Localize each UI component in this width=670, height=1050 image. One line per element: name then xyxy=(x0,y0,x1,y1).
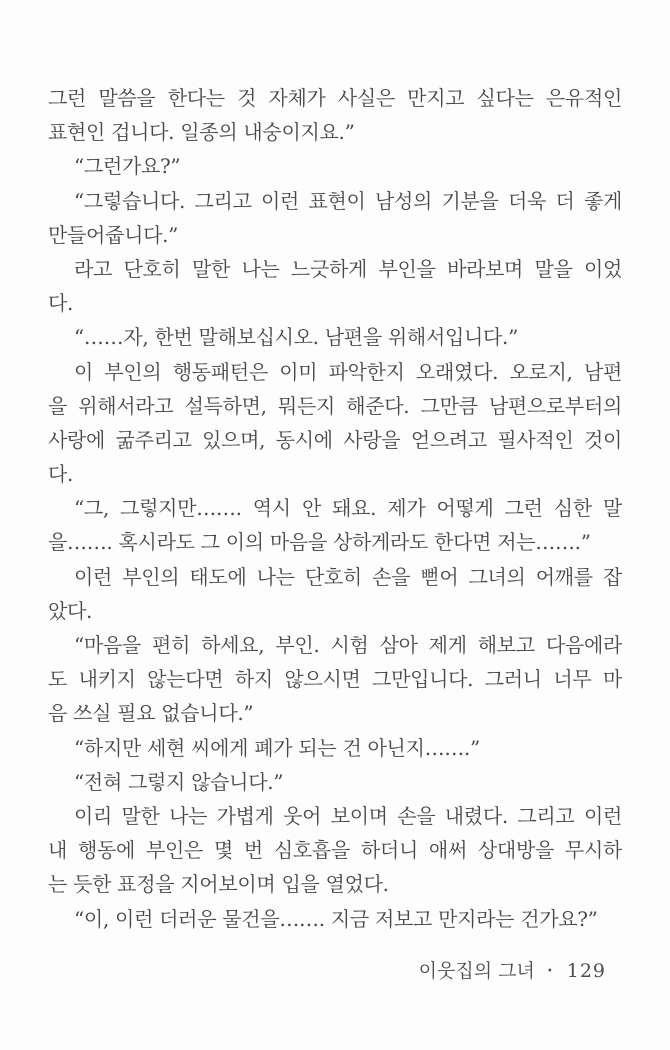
text-line: 을……. 혹시라도 그 이의 마음을 상하게라도 한다면 저는…….” xyxy=(48,530,591,555)
text-line: 표현인 겁니다. 일종의 내숭이지요.” xyxy=(48,120,355,145)
text-line: “……자, 한번 말해보십시오. 남편을 위해서입니다.” xyxy=(74,325,519,350)
text-line: 다. xyxy=(48,291,74,316)
body-text xyxy=(48,81,622,936)
text-line: 사랑에 굶주리고 있으며, 동시에 사랑을 얻으려고 필사적인 것이 xyxy=(48,427,622,452)
text-line: 라고 단호히 말한 나는 느긋하게 부인을 바라보며 말을 이었 xyxy=(74,256,622,281)
text-line: 도 내키지 않는다면 하지 않으시면 그만입니다. 그러니 너무 마 xyxy=(48,667,622,692)
text-line: 그런 말씀을 한다는 것 자체가 사실은 만지고 싶다는 은유적인 xyxy=(48,86,622,110)
text-line: 이런 부인의 태도에 나는 단호히 손을 뻗어 그녀의 어깨를 잡 xyxy=(74,564,622,589)
text-line: 는 듯한 표정을 지어보이며 입을 열었다. xyxy=(48,872,389,897)
text-line: 을 위해서라고 설득하면, 뭐든지 해준다. 그만큼 남편으로부터의 xyxy=(48,393,622,418)
text-line: 음 쓰실 필요 없습니다.” xyxy=(48,701,254,726)
text-line: “그, 그렇지만……. 역시 안 돼요. 제가 어떻게 그런 심한 말 xyxy=(74,496,622,521)
text-line: “마음을 편히 하세요, 부인. 시험 삼아 제게 해보고 다음에라 xyxy=(74,633,622,657)
text-line: 이리 말한 나는 가볍게 웃어 보이며 손을 내렸다. 그리고 이런 xyxy=(74,803,622,828)
page-footer xyxy=(419,957,606,986)
text-line: 다. xyxy=(48,462,74,487)
running-title: 이웃집의 그녀 xyxy=(418,960,535,982)
footer-separator-dot: • xyxy=(546,966,553,977)
text-line: 이 부인의 행동패턴은 이미 파악한지 오래였다. 오로지, 남편 xyxy=(74,359,622,384)
text-line: 만들어줍니다.” xyxy=(48,222,179,247)
text-line: “그런가요?” xyxy=(74,154,181,179)
text-line: 내 행동에 부인은 몇 번 심호흡을 하더니 애써 상대방을 무시하 xyxy=(48,838,622,863)
text-line: “하지만 세현 씨에게 폐가 되는 건 아닌지…….” xyxy=(74,735,480,760)
page-number: 129 xyxy=(566,960,606,982)
text-line: “그렇습니다. 그리고 이런 표현이 남성의 기분을 더욱 더 좋게 xyxy=(74,188,622,213)
text-line: “이, 이런 더러운 물건을……. 지금 저보고 만지라는 건가요?” xyxy=(74,906,598,931)
text-line: 았다. xyxy=(48,598,93,623)
text-line: “전혀 그렇지 않습니다.” xyxy=(74,769,284,794)
